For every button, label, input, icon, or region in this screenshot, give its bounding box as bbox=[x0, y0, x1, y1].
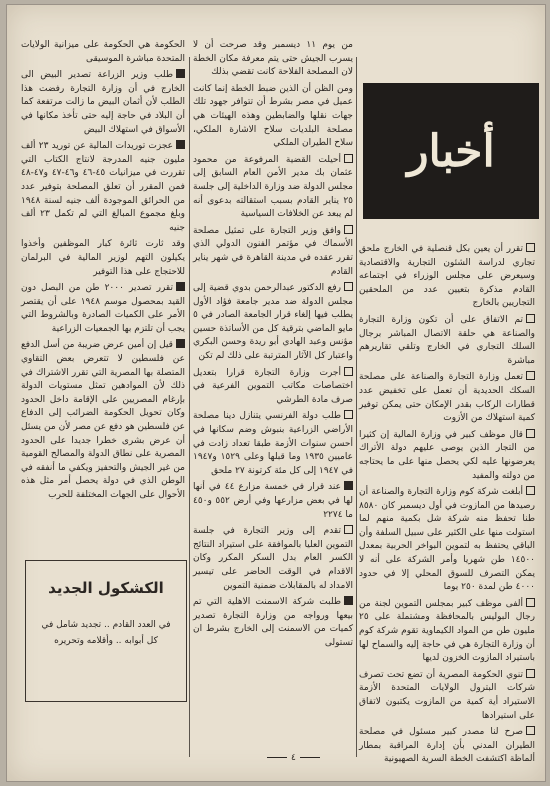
news-item: من يوم ١١ ديسمبر وقد صرحت أن لا يسرب الجيش حتى يتم معرفة مكان الخطة لان المصلحة الفلاحة كانت تقضي بذلك bbox=[193, 40, 353, 78]
news-item: تقرر تصدير ٢٠٠٠ طن من البصل دون القيد بمحصول موسم ١٩٤٨ على أن يقتصر الأمر على الكميات الصادرة وبالشروط التي يجب أن تلتزم بها الجمعيات الزراعية bbox=[21, 282, 185, 336]
newspaper-page bbox=[6, 4, 546, 782]
page-number: ٤ bbox=[263, 753, 324, 763]
news-item: قال موظف كبير في وزارة المالية إن كثيرا من التجار الذين يوصى عليهم دولة الأتراك يعرضونها عليه لكي يحصل منها على ما يحتاجه من دولته والمفيد bbox=[359, 429, 535, 483]
masthead-title: أخبار bbox=[407, 125, 495, 177]
news-item: عجزت توريدات المالية عن توريد ٢٣ ألف مليون جنيه المدرجة لانتاج الكتاب التي تقررت في ميزانيات ٤٥-٤٦ و٤٦-٤٧ و٤٧-٤٨ فمن المقرر أن تعلق المصلحة بتوفير عدد من الحرائق الموجودة ألف جنيه لسنة ١٩٤٨ وبلغ مجموع المبالغ التي لم تكمل ٢٣ ألف جنيه bbox=[21, 140, 185, 235]
ad-text: في العدد القادم .. تجديد شامل في كل أبوابه .. وأقلامه وتحريره bbox=[41, 620, 171, 646]
news-item: تعمل وزارة التجارة والصناعة على مصلحة السكك الحديدية أن تعمل على تخفيض عدد قطارات الركاب بقدر الإمكان حتى يمكن توفير كمية استهلاك من الأزوت bbox=[359, 371, 535, 425]
column-divider bbox=[189, 57, 190, 757]
right-column bbox=[359, 243, 535, 770]
news-item: تم الاتفاق على أن تكون وزارة التجارة والصناعة هي حلقة الاتصال المباشر برجال السلك التجاري في الخارج وتلقي تقاريرهم مباشرة bbox=[359, 314, 535, 368]
news-item: طلب دولة الفرنسي يتنازل دينا مصلحة الأراضي الزراعية بنبوش وضم سكانها في أحسن سنوات الأزمة طبقا تعداد زادت في عاميين ١٩٣٥ وما قبلها وعلى ١٥٢٩ و١٩٤٧ في ١٩٤٧ إلى كل مئة كرتونة ٢٧ ملحق bbox=[193, 410, 353, 478]
news-item: ومن الظن أن الذين ضبط الخطة إنما كانت عميل في مصر بشرط أن تتوافر جهود تلك جهات نقلها والضابطين وهذه الهيئات هي مصلحة البلديات سلاح الاشارة الملكي، سلاح الطيران الملكي bbox=[193, 83, 353, 149]
news-item: الحكومة هي الحكومة على ميزانية الولايات المتحدة مباشرة الموسيقى bbox=[21, 40, 185, 64]
news-item: صرح لنا مصدر كبير مسئول في مصلحة الطيران المدني بأن إدارة المراقبة بمطار ألماظة اكتشفت الخطة السرية الصهيونية bbox=[359, 726, 535, 767]
news-item: تقرر أن يعين بكل قنصلية في الخارج ملحق تجاري لدراسة الشئون التجارية والاقتصادية وسيعرض على مجلس الوزراء في اجتماعه القادم مذكرة بتعيين عدد من الملحقين التجاريين بالخارج bbox=[359, 243, 535, 311]
news-item: وقد ثارت ثائرة كبار الموظفين وأخذوا يكيلون التهم لوزير المالية في البرلمان للاحتجاج على هذا التوفير bbox=[21, 239, 185, 277]
news-item: رفع الدكتور عبدالرحمن بدوي قضية إلى مجلس الدولة ضد مدير جامعة فؤاد الأول يطلب فيها إلغاء قرار الجامعة الصادر في ٥ مايو الماضي بترقية كل من الأساتذة حسين مؤنس وعبد الهادي أبو ريدة وحسن البكري واعتبار كل الآثار المترتبة على ذلك لم تكن bbox=[193, 282, 353, 364]
news-item: أحيلت القضية المرفوعة من محمود عثمان بك مدير الأمن العام السابق إلى مجلس الدولة ضد وزارة الداخلية إلى جلسة ٢٥ يناير القادم بسبب استقالته بدعوى أنه لم يبعد عن الخلافات السياسية bbox=[193, 154, 353, 222]
news-item: أجرت وزارة التجارة قرارا بتعديل اختصاصات مكاتب التموين الفرعية في صرف مادة الطرشي bbox=[193, 367, 353, 408]
news-item: تقدم إلى وزير التجارة في جلسة التموين العليا بالموافقة على استيراد النتائج الكسر العام بدل السكر المكرر وكان الاقدام في الوقت الحاضر على تيسير الامداد له بالمقابلات ضمنية التموين bbox=[193, 525, 353, 593]
middle-column bbox=[193, 39, 353, 654]
news-item: قيل إن أمين عرض ضريبة من أسل الدفع عن فلسطين لا تتعرض بعض التقاوي المتصلة بها المصرية التي تقرر الاشتراك في ذلك لأن الموادهين تمثل مستويات الدولة بإرغام المصريين على الإقامة داخل الحدود وكان تحويل الحكومة الضرائب إلى الدفاع عن فلسطين هو دفع عن مصر لأن من يسئل أن عرض بشرى خطرا جديدا على الحدود المصرية على نطاق الدولة والمصالح القومية من غير الجيش والتحفيز ويكفي ما أنفقه في الوطن الذي في دولة يحصل أمر مثل هذه الأحوال على الجهات المختلفة للحرب bbox=[21, 339, 185, 502]
column-divider bbox=[356, 57, 357, 757]
advertisement-box bbox=[25, 560, 187, 702]
news-item: طلبت شركة الاسمنت الاهلية التي تم بيعها ورواجه من وزارة التجارة تصدير كميات من الاسمنت إلى الخارج بشرط ان تستولى bbox=[193, 596, 353, 650]
news-item: وافق وزير التجارة على تمثيل مصلحة الأسماك في مؤتمر الفنون الدولي الذي تقرر عقده في مدينة القاهرة في شهر يناير القادم bbox=[193, 225, 353, 279]
ad-title: الكشكول الجديد bbox=[48, 579, 164, 597]
news-item: ألفى موظف كبير بمجلس التموين لجنة من رجال البوليس بالمحافظة ومشتملة على ٢٥ مليون طن من المواد الكيماوية تقوم شركة كوم أن وزارة التجارة هي في حاجة إليه والسماح لها باستيراد المازوت الخزون لديها bbox=[359, 598, 535, 666]
news-item: تنوي الحكومة المصرية أن تضع تحت تصرف شركات البترول الولايات المتحدة الأزمة الاستيراد أية كمية من المازوت يكتبون لاتفاق على استيرادها bbox=[359, 669, 535, 723]
news-item: طلب وزير الزراعة تصدير البيض الى الخارج في أن وزارة التجارة رفضت هذا الطلب لأن أثمان البيض ما زالت مرتفعة كما أن البلاد في حاجة إليه حتى تأخذ مكانها في الأسواق في استهلاك البيض bbox=[21, 69, 185, 137]
news-item: عند قرار في خمسة مزارع ٤٤ في أنها لها في بعض مزارعها وفي أرض ٥٥٢ و٤٥٠ ما ٢٢٧٤ bbox=[193, 481, 353, 522]
news-item: أبلغت شركة كوم وزارة التجارة والصناعة أن رصيدها من المازوت في أول ديسمبر كان ٨٥٨٠ طنا تحفظ منه شركة شل بكمية منهم لما استولت منها على الكثير على سبيل السلفة وأن الباقي يحتفظ به لتموين البواخر الحربية بمعدل ١٤٥٠٠ طن شهريا وأمر الشركة على أنه لا يمكن التصرف للسوق المحلي إلا في حدود ٤٠٠٠ طن لمدة ٢٥٠ يوما bbox=[359, 486, 535, 595]
masthead-banner bbox=[363, 83, 539, 219]
left-column bbox=[21, 39, 185, 506]
